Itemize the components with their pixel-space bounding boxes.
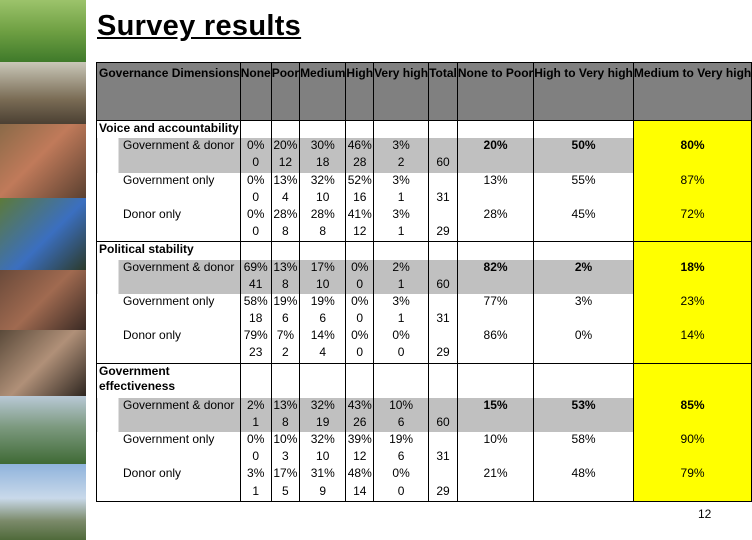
section-row <box>97 121 752 139</box>
percent-cell: 0% <box>240 432 271 449</box>
empty-cell <box>429 432 458 449</box>
count-cell: 6 <box>271 311 299 328</box>
count-cell: 41 <box>240 277 271 294</box>
empty-cell <box>271 363 299 398</box>
photo-villagers-buffalo <box>0 62 86 124</box>
percent-cell: 13% <box>271 260 299 277</box>
table-row-count <box>97 155 752 172</box>
percent-cell: 32% <box>300 432 346 449</box>
empty-cell <box>457 449 533 466</box>
percent-cell: 0% <box>240 207 271 224</box>
column-header: None to Poor <box>457 63 533 121</box>
column-header: Medium to Very high <box>633 63 751 121</box>
percent-cell: 3% <box>374 138 429 155</box>
empty-cell <box>534 449 634 466</box>
total-cell: 60 <box>429 155 458 172</box>
percent-cell: 3% <box>374 207 429 224</box>
empty-cell <box>429 398 458 415</box>
percent-cell: 41% <box>346 207 374 224</box>
count-cell: 18 <box>240 311 271 328</box>
count-cell: 0 <box>374 484 429 502</box>
empty-cell <box>429 328 458 345</box>
section-title: Voice and accountability <box>97 121 241 139</box>
empty-cell <box>271 242 299 260</box>
count-cell: 1 <box>374 190 429 207</box>
percent-cell: 30% <box>300 138 346 155</box>
summary-cell: 0% <box>534 328 634 345</box>
count-cell: 0 <box>346 345 374 363</box>
column-header: Poor <box>271 63 299 121</box>
percent-cell: 17% <box>271 466 299 483</box>
count-cell: 8 <box>300 224 346 242</box>
percent-cell: 17% <box>300 260 346 277</box>
empty-cell <box>457 311 533 328</box>
empty-cell <box>300 363 346 398</box>
empty-cell <box>457 484 533 502</box>
empty-cell <box>633 121 751 139</box>
empty-cell <box>429 173 458 190</box>
empty-cell <box>534 224 634 242</box>
photo-family <box>0 330 86 396</box>
table-row-percent <box>97 138 752 155</box>
summary-cell: 72% <box>633 207 751 224</box>
total-cell: 29 <box>429 345 458 363</box>
total-cell: 60 <box>429 415 458 432</box>
table-row-count <box>97 345 752 363</box>
percent-cell: 69% <box>240 260 271 277</box>
total-cell: 29 <box>429 224 458 242</box>
summary-cell: 58% <box>534 432 634 449</box>
count-cell: 6 <box>374 415 429 432</box>
total-cell: 31 <box>429 311 458 328</box>
empty-cell <box>97 345 241 363</box>
count-cell: 0 <box>346 311 374 328</box>
percent-cell: 2% <box>240 398 271 415</box>
column-header: Governance Dimensions <box>97 63 241 121</box>
percent-cell: 48% <box>346 466 374 483</box>
table-row-percent <box>97 432 752 449</box>
summary-cell: 14% <box>633 328 751 345</box>
summary-cell: 15% <box>457 398 533 415</box>
count-cell: 1 <box>374 311 429 328</box>
count-cell: 18 <box>300 155 346 172</box>
section-row <box>97 363 752 398</box>
summary-cell: 79% <box>633 466 751 483</box>
percent-cell: 43% <box>346 398 374 415</box>
empty-cell <box>300 242 346 260</box>
percent-cell: 0% <box>346 294 374 311</box>
group-label: Donor only <box>97 466 241 483</box>
summary-cell: 50% <box>534 138 634 155</box>
empty-cell <box>240 363 271 398</box>
summary-cell: 28% <box>457 207 533 224</box>
empty-cell <box>633 363 751 398</box>
summary-cell: 20% <box>457 138 533 155</box>
percent-cell: 0% <box>374 328 429 345</box>
total-cell: 60 <box>429 277 458 294</box>
table-row-percent <box>97 466 752 483</box>
count-cell: 12 <box>346 224 374 242</box>
empty-cell <box>633 345 751 363</box>
empty-cell <box>633 449 751 466</box>
count-cell: 12 <box>346 449 374 466</box>
photo-strip <box>0 0 86 540</box>
photo-bridge <box>0 464 86 540</box>
count-cell: 1 <box>374 224 429 242</box>
group-label: Donor only <box>97 207 241 224</box>
empty-cell <box>429 466 458 483</box>
summary-cell: 10% <box>457 432 533 449</box>
summary-cell: 21% <box>457 466 533 483</box>
column-header: Very high <box>374 63 429 121</box>
percent-cell: 0% <box>346 328 374 345</box>
count-cell: 6 <box>374 449 429 466</box>
summary-cell: 48% <box>534 466 634 483</box>
percent-cell: 52% <box>346 173 374 190</box>
empty-cell <box>346 121 374 139</box>
empty-cell <box>429 138 458 155</box>
empty-cell <box>97 311 241 328</box>
summary-cell: 45% <box>534 207 634 224</box>
empty-cell <box>457 224 533 242</box>
table-header-row <box>97 63 752 121</box>
section-title: Government effectiveness <box>97 363 241 398</box>
percent-cell: 79% <box>240 328 271 345</box>
count-cell: 26 <box>346 415 374 432</box>
count-cell: 2 <box>374 155 429 172</box>
empty-cell <box>429 363 458 398</box>
summary-cell: 86% <box>457 328 533 345</box>
percent-cell: 20% <box>271 138 299 155</box>
group-label: Government & donor <box>97 398 241 415</box>
percent-cell: 32% <box>300 398 346 415</box>
empty-cell <box>457 242 533 260</box>
summary-cell: 53% <box>534 398 634 415</box>
count-cell: 23 <box>240 345 271 363</box>
percent-cell: 2% <box>374 260 429 277</box>
percent-cell: 13% <box>271 173 299 190</box>
empty-cell <box>633 415 751 432</box>
count-cell: 9 <box>300 484 346 502</box>
empty-cell <box>534 242 634 260</box>
empty-cell <box>534 311 634 328</box>
empty-cell <box>429 260 458 277</box>
summary-cell: 13% <box>457 173 533 190</box>
percent-cell: 39% <box>346 432 374 449</box>
table-row-percent <box>97 398 752 415</box>
table-row-count <box>97 311 752 328</box>
empty-cell <box>457 190 533 207</box>
percent-cell: 13% <box>271 398 299 415</box>
empty-cell <box>457 415 533 432</box>
photo-woman-blue <box>0 198 86 270</box>
empty-cell <box>457 277 533 294</box>
table-row-count <box>97 190 752 207</box>
summary-cell: 3% <box>534 294 634 311</box>
count-cell: 12 <box>271 155 299 172</box>
empty-cell <box>457 345 533 363</box>
empty-cell <box>457 363 533 398</box>
column-header: High <box>346 63 374 121</box>
count-cell: 10 <box>300 190 346 207</box>
empty-cell <box>633 155 751 172</box>
count-cell: 5 <box>271 484 299 502</box>
count-cell: 4 <box>300 345 346 363</box>
empty-cell <box>97 449 241 466</box>
table-row-percent <box>97 328 752 345</box>
empty-cell <box>429 242 458 260</box>
group-label: Donor only <box>97 328 241 345</box>
percent-cell: 32% <box>300 173 346 190</box>
group-label: Government only <box>97 173 241 190</box>
column-header: None <box>240 63 271 121</box>
section-title: Political stability <box>97 242 241 260</box>
empty-cell <box>97 190 241 207</box>
percent-cell: 3% <box>374 294 429 311</box>
summary-cell: 87% <box>633 173 751 190</box>
count-cell: 1 <box>374 277 429 294</box>
count-cell: 0 <box>240 449 271 466</box>
table-row-percent <box>97 260 752 277</box>
table-row-count <box>97 415 752 432</box>
count-cell: 16 <box>346 190 374 207</box>
percent-cell: 19% <box>374 432 429 449</box>
empty-cell <box>633 190 751 207</box>
summary-cell: 55% <box>534 173 634 190</box>
table-row-count <box>97 449 752 466</box>
empty-cell <box>271 121 299 139</box>
count-cell: 0 <box>240 155 271 172</box>
count-cell: 0 <box>374 345 429 363</box>
summary-cell: 23% <box>633 294 751 311</box>
summary-cell: 80% <box>633 138 751 155</box>
empty-cell <box>97 277 241 294</box>
count-cell: 2 <box>271 345 299 363</box>
percent-cell: 19% <box>300 294 346 311</box>
empty-cell <box>457 121 533 139</box>
group-label: Government only <box>97 432 241 449</box>
table-row-count <box>97 277 752 294</box>
percent-cell: 10% <box>271 432 299 449</box>
empty-cell <box>534 155 634 172</box>
percent-cell: 58% <box>240 294 271 311</box>
table-row-count <box>97 224 752 242</box>
percent-cell: 31% <box>300 466 346 483</box>
count-cell: 28 <box>346 155 374 172</box>
table-row-count <box>97 484 752 502</box>
group-label: Government & donor <box>97 260 241 277</box>
empty-cell <box>374 363 429 398</box>
summary-cell: 18% <box>633 260 751 277</box>
percent-cell: 3% <box>240 466 271 483</box>
percent-cell: 0% <box>240 173 271 190</box>
empty-cell <box>346 363 374 398</box>
page-number: 12 <box>698 507 712 521</box>
column-header: High to Very high <box>534 63 634 121</box>
empty-cell <box>429 207 458 224</box>
group-label: Government only <box>97 294 241 311</box>
count-cell: 8 <box>271 224 299 242</box>
survey-table <box>96 62 752 502</box>
photo-karst-landscape <box>0 396 86 464</box>
count-cell: 1 <box>240 415 271 432</box>
empty-cell <box>633 484 751 502</box>
empty-cell <box>534 190 634 207</box>
empty-cell <box>97 224 241 242</box>
summary-cell: 85% <box>633 398 751 415</box>
count-cell: 19 <box>300 415 346 432</box>
empty-cell <box>97 155 241 172</box>
photo-women <box>0 270 86 330</box>
column-header: Medium <box>300 63 346 121</box>
summary-cell: 77% <box>457 294 533 311</box>
percent-cell: 19% <box>271 294 299 311</box>
count-cell: 10 <box>300 277 346 294</box>
summary-cell: 82% <box>457 260 533 277</box>
count-cell: 1 <box>240 484 271 502</box>
empty-cell <box>534 121 634 139</box>
empty-cell <box>633 311 751 328</box>
empty-cell <box>633 277 751 294</box>
count-cell: 6 <box>300 311 346 328</box>
count-cell: 3 <box>271 449 299 466</box>
percent-cell: 0% <box>374 466 429 483</box>
percent-cell: 7% <box>271 328 299 345</box>
percent-cell: 0% <box>240 138 271 155</box>
count-cell: 14 <box>346 484 374 502</box>
percent-cell: 46% <box>346 138 374 155</box>
empty-cell <box>429 121 458 139</box>
percent-cell: 14% <box>300 328 346 345</box>
empty-cell <box>534 277 634 294</box>
count-cell: 8 <box>271 415 299 432</box>
total-cell: 31 <box>429 190 458 207</box>
section-row <box>97 242 752 260</box>
count-cell: 0 <box>240 190 271 207</box>
empty-cell <box>97 415 241 432</box>
photo-children <box>0 124 86 198</box>
empty-cell <box>240 242 271 260</box>
count-cell: 4 <box>271 190 299 207</box>
empty-cell <box>534 415 634 432</box>
page-title: Survey results <box>97 10 302 42</box>
percent-cell: 0% <box>346 260 374 277</box>
table-row-percent <box>97 207 752 224</box>
count-cell: 10 <box>300 449 346 466</box>
count-cell: 0 <box>346 277 374 294</box>
empty-cell <box>374 242 429 260</box>
empty-cell <box>534 363 634 398</box>
photo-rice-field <box>0 0 86 62</box>
empty-cell <box>633 224 751 242</box>
total-cell: 31 <box>429 449 458 466</box>
count-cell: 0 <box>240 224 271 242</box>
summary-cell: 2% <box>534 260 634 277</box>
percent-cell: 28% <box>271 207 299 224</box>
column-header: Total <box>429 63 458 121</box>
table-row-percent <box>97 294 752 311</box>
empty-cell <box>633 242 751 260</box>
empty-cell <box>457 155 533 172</box>
total-cell: 29 <box>429 484 458 502</box>
percent-cell: 28% <box>300 207 346 224</box>
empty-cell <box>240 121 271 139</box>
percent-cell: 10% <box>374 398 429 415</box>
empty-cell <box>97 484 241 502</box>
empty-cell <box>534 484 634 502</box>
empty-cell <box>346 242 374 260</box>
empty-cell <box>374 121 429 139</box>
group-label: Government & donor <box>97 138 241 155</box>
count-cell: 8 <box>271 277 299 294</box>
empty-cell <box>534 345 634 363</box>
empty-cell <box>300 121 346 139</box>
empty-cell <box>429 294 458 311</box>
summary-cell: 90% <box>633 432 751 449</box>
table-row-percent <box>97 173 752 190</box>
percent-cell: 3% <box>374 173 429 190</box>
